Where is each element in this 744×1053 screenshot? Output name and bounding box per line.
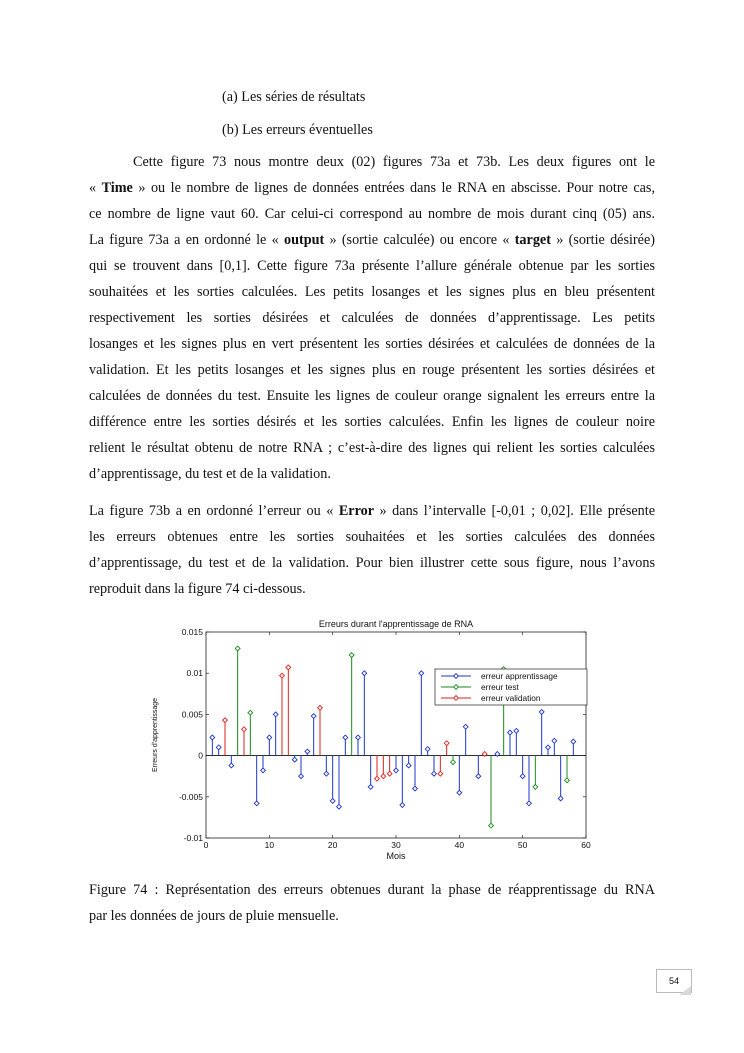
para1-line-11: différence entre les sorties désirés et les sorties calculées. Enfin les lignes de couleur noire [89,414,655,430]
y-axis-label: Erreurs d'apprentissage [152,697,159,773]
y-tick-label: 0.01 [186,668,203,679]
x-tick-label: 0 [203,840,209,850]
chart-title: Erreurs durant l'apprentissage de RNA [318,619,474,629]
legend-label-apprentissage: erreur apprentissage [481,671,558,681]
para1-line-2: « Time » ou le nombre de lignes de données entrées dans le RNA en abscisse. Pour notre cas, [89,180,655,196]
para1-line-13: d’apprentissage, du test et de la validation. [89,466,331,482]
x-tick-label: 40 [454,840,465,850]
list-item-a: (a) Les séries de résultats [222,89,366,105]
x-tick-label: 10 [264,840,275,850]
y-tick-label: -0.01 [183,833,203,843]
legend-label-test: erreur test [481,682,519,692]
para1-line-8: losanges et les signes plus en vert présentent les sorties désirées et calculées de données de la [89,336,655,352]
para1-line-12: relient le résultat obtenu de notre RNA ; c’est-à-dire des lignes qui relient les sorties calculées [89,440,655,456]
x-axis-label: Mois [386,851,406,861]
para1-line-5: qui se trouvent dans [0,1]. Cette figure 73a présente l’allure générale obtenue par les sorties [89,258,655,274]
para1-line-9: validation. Et les petits losanges et les signes plus en rouge présentent les sorties désirées et [89,362,655,378]
para2-line-4: reproduit dans la figure 74 ci-dessous. [89,581,306,597]
x-tick-label: 60 [581,840,591,850]
para1-line-1: Cette figure 73 nous montre deux (02) figures 73a et 73b. Les deux figures ont le [133,154,655,170]
list-item-b: (b) Les erreurs éventuelles [222,122,373,138]
para1-line-10: calculées de données du test. Ensuite les lignes de couleur orange signalent les erreurs entre la [89,388,655,404]
para2-line-3: d’apprentissage, du test et de la validation. Pour bien illustrer cette sous figure, nous l’avons [89,555,655,571]
y-tick-label: 0.005 [181,709,203,720]
caption-line-2: par les données de jours de pluie mensuelle. [89,908,339,924]
plot-frame [206,632,586,838]
para2-line-2: les erreurs obtenues entre les sorties souhaitées et les sorties calculées des données [89,529,655,545]
page-corner-fold [679,986,691,995]
y-tick-label: 0.015 [181,627,203,637]
para2-line-1: La figure 73b a en ordonné l’erreur ou « Error » dans l’intervalle [-0,01 ; 0,02]. Elle présente [89,503,655,519]
y-tick-label: 0 [198,750,203,761]
x-tick-label: 50 [517,840,528,850]
error-stem-chart [140,612,610,864]
para1-line-6: souhaitées et les sorties calculées. Les petits losanges et les signes plus en bleu présentent [89,284,655,300]
caption-line-1: Figure 74 : Représentation des erreurs obtenues durant la phase de réapprentissage du RNA [89,882,655,898]
page-number: 54 [656,969,692,993]
para1-line-4: La figure 73a a en ordonné le « output » (sortie calculée) ou encore « target » (sortie désirée) [89,232,655,248]
para1-line-3: ce nombre de ligne vaut 60. Car celui-ci correspond au nombre de mois durant cinq (05) ans. [89,206,655,222]
legend-label-validation: erreur validation [481,693,541,703]
y-tick-label: -0.005 [178,791,203,802]
para1-line-7: respectivement les sorties désirées et calculées de données d’apprentissage. Les petits [89,310,655,326]
x-tick-label: 30 [391,840,401,850]
x-tick-label: 20 [327,840,338,850]
